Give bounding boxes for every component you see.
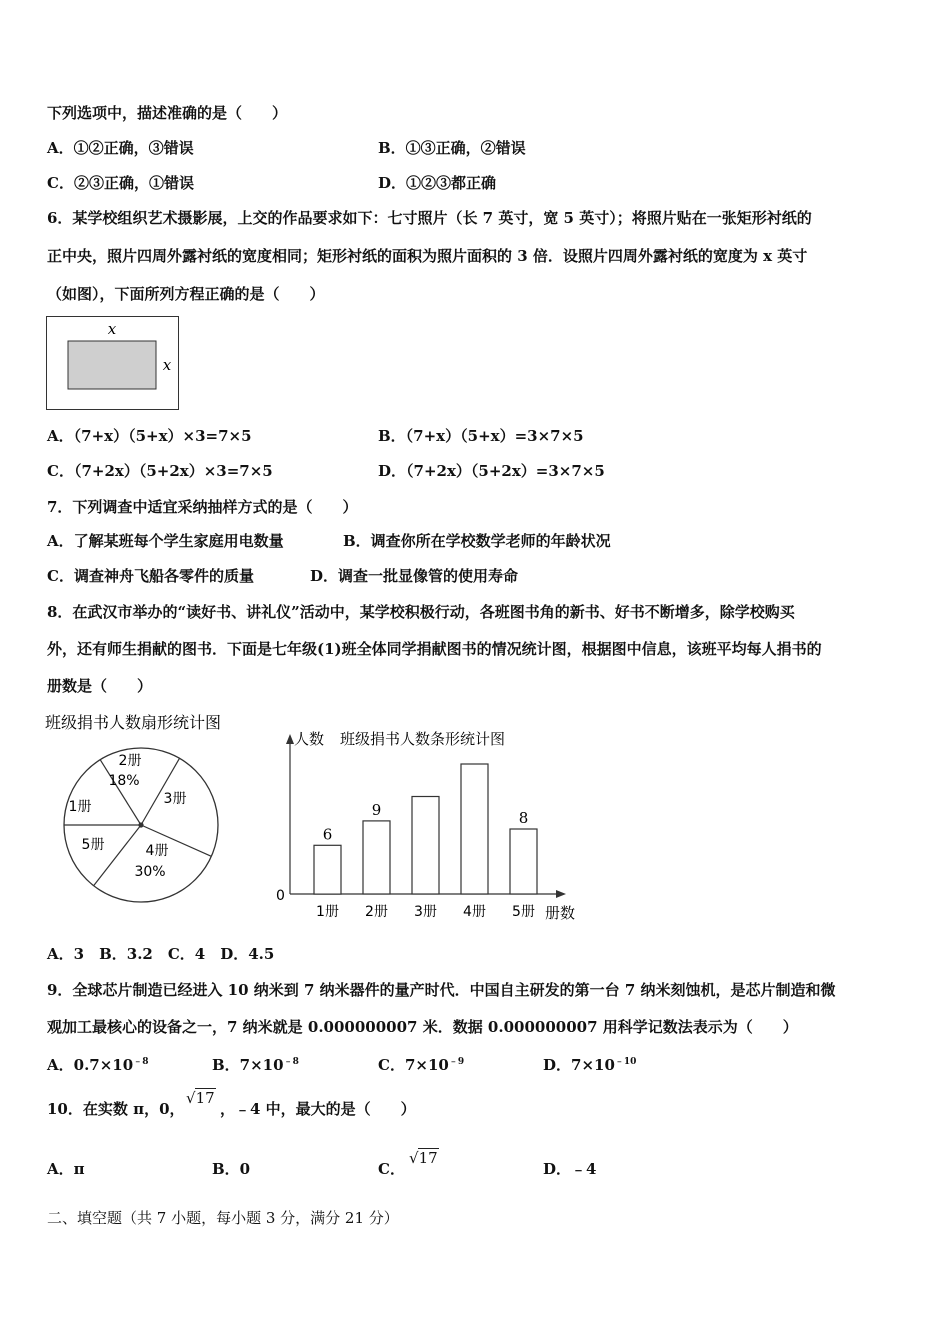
q5-option-b: B．①③正确，②错误 [378, 139, 526, 157]
pie-percent-2: 18% [108, 773, 140, 789]
pie-center-dot [139, 823, 143, 827]
q6-option-d: D．（7+2x）（5+2x）=3×7×5 [378, 462, 605, 480]
q7-option-a: A．了解某班每个学生家庭用电数量 [47, 532, 284, 550]
q9-option-c-base: C．7×10 [378, 1056, 449, 1074]
q10-option-b: B．0 [212, 1160, 251, 1178]
label-x-right: x [162, 356, 172, 374]
pie-chart-title: 班级捐书人数扇形统计图 [45, 713, 222, 732]
q9-option-a-exp: ﹣8 [133, 1057, 149, 1067]
bar-category-label-3: 3册 [414, 904, 437, 920]
bar-category-label-1: 1册 [316, 904, 339, 920]
bar-value-label-1: 6 [322, 825, 333, 844]
q9-option-d-exp: ﹣10 [614, 1057, 637, 1067]
q5-option-c: C．②③正确，①错误 [47, 174, 194, 192]
bar-value-label-5: 8 [518, 809, 529, 827]
pie-percent-4: 30% [134, 864, 166, 880]
q10-sqrt-radicand: 17 [195, 1089, 215, 1107]
q9-option-d [543, 1052, 636, 1075]
q8-options: A．3 B．3.2 C．4 D．4.5 [47, 945, 275, 963]
q8-text-line3: 册数是（ ） [47, 677, 153, 695]
q9-option-b-base: B．7×10 [212, 1056, 284, 1074]
pie-label-3: 3册 [163, 791, 187, 807]
q10-sqrt-17: √17 [186, 1089, 215, 1107]
bar-origin-label: 0 [276, 888, 285, 904]
q10-prompt-prefix: 10．在实数 π，0， [47, 1100, 185, 1118]
q5-option-a: A．①②正确，③错误 [47, 139, 194, 157]
bar-4 [461, 764, 488, 894]
bar-x-axis-label: 册数 [545, 904, 576, 922]
q7-option-d: D．调查一批显像管的使用寿命 [310, 567, 519, 585]
q6-photo-frame-diagram [46, 316, 180, 412]
q9-option-b-exp: ﹣8 [283, 1057, 299, 1067]
bar-y-axis-label: 人数 [294, 730, 325, 748]
bar-category-label-2: 2册 [365, 904, 388, 920]
q10-option-c-radicand: 17 [418, 1149, 438, 1167]
bar-1 [314, 845, 341, 894]
bar-y-axis-arrow [286, 734, 294, 744]
pie-chart [40, 708, 280, 908]
pie-label-2: 2册 [118, 753, 142, 769]
pie-label-4: 4册 [145, 843, 169, 859]
q9-option-b [212, 1052, 299, 1075]
q6-option-c: C．（7+2x）（5+2x）×3=7×5 [47, 462, 273, 480]
q5-option-d: D．①②③都正确 [378, 174, 497, 192]
bar-chart-title: 班级捐书人数条形统计图 [340, 730, 506, 748]
q10-option-c: C． [378, 1160, 405, 1178]
q7-prompt: 7．下列调查中适宜采纳抽样方式的是（ ） [47, 498, 358, 516]
bar-x-axis-arrow [556, 890, 566, 898]
label-x-top: x [107, 320, 117, 338]
q6-text-line3: （如图），下面所列方程正确的是（ ） [47, 285, 325, 303]
bar-category-label-4: 4册 [463, 904, 486, 920]
q10-option-d: D．﹣4 [543, 1160, 597, 1178]
pie-label-5: 5册 [81, 837, 105, 853]
q9-text-line1: 9．全球芯片制造已经进入 10 纳米到 7 纳米器件的量产时代．中国自主研发的第一台 7 纳米刻蚀机，是芯片制造和微 [47, 981, 836, 999]
q7-option-c: C．调查神舟飞船各零件的质量 [47, 567, 254, 585]
q10-prompt-suffix: ，﹣4 中，最大的是（ ） [220, 1100, 416, 1118]
bar-chart [270, 722, 590, 927]
q6-option-a: A．（7+x）（5+x）×3=7×5 [47, 427, 252, 445]
q6-text-line2: 正中央，照片四周外露衬纸的宽度相同；矩形衬纸的面积为照片面积的 3 倍．设照片四周外露衬纸的宽度为 x 英寸 [47, 247, 808, 265]
bar-category-label-5: 5册 [512, 904, 535, 920]
bar-3 [412, 797, 439, 895]
bar-5 [510, 829, 537, 894]
q9-option-a [47, 1052, 148, 1075]
q10-option-a: A．π [47, 1160, 85, 1178]
q5-prompt: 下列选项中，描述准确的是（ ） [47, 104, 288, 122]
q9-option-d-base: D．7×10 [543, 1056, 615, 1074]
section2-heading: 二、填空题（共 7 小题，每小题 3 分，满分 21 分） [47, 1209, 399, 1227]
q7-option-b: B．调查你所在学校数学老师的年龄状况 [343, 532, 611, 550]
q10-option-c-sqrt-17: √17 [409, 1149, 438, 1167]
q9-text-line2: 观加工最核心的设备之一，7 纳米就是 0.000000007 米．数据 0.000000007 用科学记数法表示为（ ） [47, 1018, 798, 1036]
bar-2 [363, 821, 390, 894]
q6-option-b: B．（7+x）（5+x）=3×7×5 [378, 427, 584, 445]
q9-option-a-base: A．0.7×10 [47, 1056, 134, 1074]
q8-text-line1: 8．在武汉市举办的“读好书、讲礼仪”活动中，某学校积极行动，各班图书角的新书、好书不断增多，除学校购买 [47, 603, 795, 621]
pie-label-1: 1册 [68, 799, 92, 815]
photo-rect [68, 341, 156, 389]
q6-text-line1: 6．某学校组织艺术摄影展，上交的作品要求如下：七寸照片（长 7 英寸，宽 5 英寸）；将照片贴在一张矩形衬纸的 [47, 209, 812, 227]
bar-value-label-2: 9 [371, 800, 382, 819]
q9-option-c-exp: ﹣9 [448, 1057, 465, 1067]
q8-text-line2: 外，还有师生捐献的图书．下面是七年级(1)班全体同学捐献图书的情况统计图，根据图中信息，该班平均每人捐书的 [47, 640, 822, 658]
q9-option-c [378, 1052, 464, 1075]
